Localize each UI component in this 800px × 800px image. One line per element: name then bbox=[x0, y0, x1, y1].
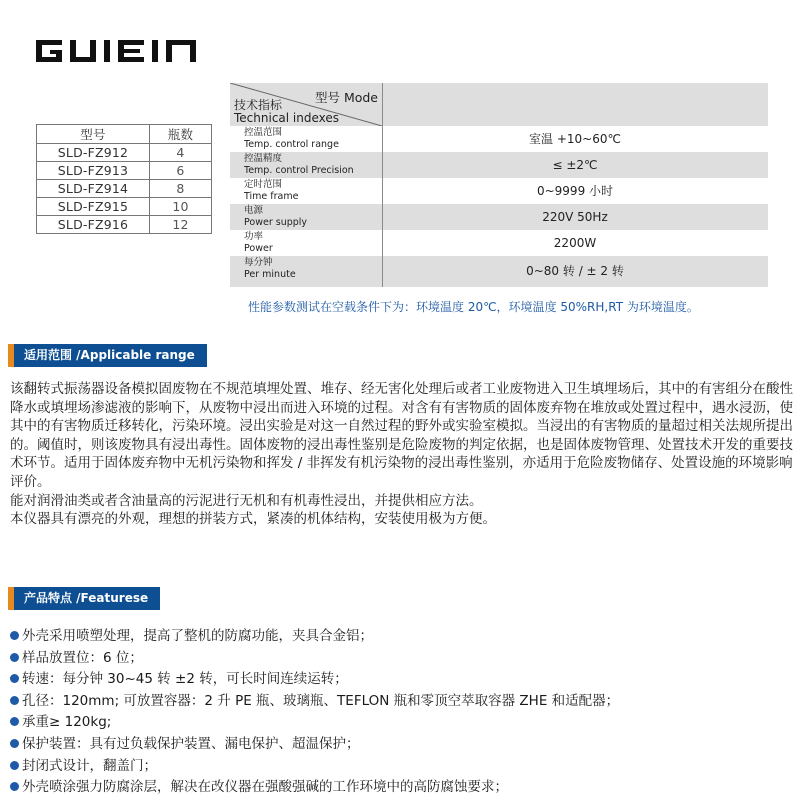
table-row bbox=[37, 216, 212, 234]
bottles-header: 瓶数 bbox=[150, 125, 212, 144]
bullet-icon bbox=[10, 782, 19, 791]
section-title: 适用范围 /Applicable range bbox=[14, 344, 207, 367]
paragraph: 本仪器具有漂亮的外观，理想的拼装方式，紧凑的机体结构，安装使用极为方便。 bbox=[10, 511, 496, 528]
bottles-cell: 4 bbox=[150, 144, 212, 162]
feature-text: 转速：每分钟 30~45 转 ±2 转，可长时间连续运转； bbox=[22, 671, 348, 688]
spec-label-en: Power supply bbox=[244, 217, 308, 228]
bottles-cell: 10 bbox=[150, 198, 212, 216]
bullet-icon bbox=[10, 631, 19, 640]
bottles-cell: 6 bbox=[150, 162, 212, 180]
bullet-icon bbox=[10, 717, 19, 726]
header-index-zh: 技术指标 bbox=[234, 98, 283, 112]
spec-label bbox=[244, 179, 298, 203]
spec-value: 0~80 转 / ± 2 转 bbox=[526, 264, 624, 278]
list-item bbox=[10, 648, 796, 670]
spec-label-zh: 控温精度 bbox=[244, 153, 283, 164]
table-row bbox=[37, 180, 212, 198]
spec-row-temp-range bbox=[230, 126, 768, 152]
feature-text: 样品放置位：6 位； bbox=[22, 649, 143, 666]
model-cell: SLD-FZ915 bbox=[37, 198, 150, 216]
table-row bbox=[37, 144, 212, 162]
spec-label-en: Temp. control Precision bbox=[244, 165, 354, 176]
brand-logo bbox=[36, 40, 236, 62]
spec-value: 2200W bbox=[553, 236, 597, 250]
paragraph: 能对润滑油类或者含油量高的污泥进行无机和有机毒性浸出，并提供相应方法。 bbox=[10, 492, 483, 509]
feature-text: 外壳采用喷塑处理，提高了整机的防腐功能，夹具合金铝； bbox=[22, 628, 373, 644]
spec-label-en: Per minute bbox=[244, 269, 296, 280]
paragraph: 该翻转式振荡器设备模拟固废物在不规范填埋处置、堆存、经无害化处理后或者工业废物进入卫生填埋场后，其中的有害组分在酸性降水或填埋场渗滤液的影响下，从废物中浸出而进入环境的过程。对含有有害物质的固体废弃物在堆放或处置过程中，遇水浸沥，使其中的有害物质迁移转化，污染环境。浸出实验是对这一自然过程的野外或实验室模拟。当浸出的有害物质的量超过相关法规所提出的。阈值时，则该废物具有浸出毒性。固体废物的浸出毒性鉴别是危险废物的判定依据，也是固体废物管理、处置技术开发的重要技术环节。适用于固体废弃物中无机污染物和挥发 / 非挥发有机污染物的浸出毒性鉴别，亦适用于危险废物储存、处置设施的环境影响评价。 bbox=[10, 381, 793, 490]
header-mode: 型号 Mode bbox=[314, 90, 378, 105]
list-item bbox=[10, 734, 796, 756]
table-row bbox=[37, 162, 212, 180]
spec-value: 室温 +10~60℃ bbox=[529, 132, 621, 146]
bullet-icon bbox=[10, 653, 19, 662]
spec-table-header bbox=[230, 83, 768, 126]
spec-label-zh: 功率 bbox=[244, 231, 264, 242]
spec-value: ≤ ±2℃ bbox=[552, 158, 598, 172]
spec-label bbox=[244, 127, 339, 151]
model-table-header-row bbox=[37, 125, 212, 144]
spec-row-per-minute bbox=[230, 256, 768, 287]
model-cell: SLD-FZ914 bbox=[37, 180, 150, 198]
feature-text: 承重≥ 120kg; bbox=[22, 714, 112, 731]
spec-value: 220V 50Hz bbox=[542, 210, 608, 224]
model-cell: SLD-FZ912 bbox=[37, 144, 150, 162]
spec-label-zh: 定时范围 bbox=[244, 179, 283, 190]
spec-label bbox=[244, 153, 354, 177]
bottles-cell: 8 bbox=[150, 180, 212, 198]
spec-label-zh: 电源 bbox=[244, 205, 264, 216]
feature-text: 外壳喷涂强力防腐涂层，解决在改仪器在强酸强碱的工作环境中的高防腐蚀要求； bbox=[22, 779, 508, 796]
spec-label-en: Time frame bbox=[244, 191, 299, 202]
spec-value: 0~9999 小时 bbox=[536, 184, 614, 198]
header-index-en: Technical indexes bbox=[234, 111, 340, 125]
model-cell: SLD-FZ916 bbox=[37, 216, 150, 234]
spec-label-en: Temp. control range bbox=[244, 139, 339, 150]
list-item bbox=[10, 626, 796, 648]
spec-label-zh: 控温范围 bbox=[244, 127, 283, 138]
spec-row-temp-precision bbox=[230, 152, 768, 178]
model-table bbox=[36, 124, 212, 234]
bullet-icon bbox=[10, 739, 19, 748]
spec-row-power-supply bbox=[230, 204, 768, 230]
spec-row-power bbox=[230, 230, 768, 256]
feature-text: 保护装置：具有过负载保护装置、漏电保护、超温保护； bbox=[22, 735, 360, 752]
model-header: 型号 bbox=[37, 125, 150, 144]
bottles-cell: 12 bbox=[150, 216, 212, 234]
spec-row-time-frame bbox=[230, 178, 768, 204]
bullet-icon bbox=[10, 674, 19, 683]
features-list bbox=[10, 626, 796, 799]
spec-label bbox=[244, 231, 273, 255]
section-title: 产品特点 /Featurese bbox=[14, 587, 160, 610]
table-row bbox=[37, 198, 212, 216]
spec-table bbox=[230, 83, 768, 287]
spec-label bbox=[244, 205, 307, 229]
bullet-icon bbox=[10, 696, 19, 705]
spec-divider bbox=[382, 83, 383, 287]
spec-label-zh: 每分钟 bbox=[244, 257, 273, 268]
list-item bbox=[10, 756, 796, 778]
applicable-range-text bbox=[10, 380, 796, 529]
bullet-icon bbox=[10, 761, 19, 770]
spec-label-en: Power bbox=[244, 243, 273, 254]
list-item bbox=[10, 712, 796, 734]
feature-text: 封闭式设计，翻盖门； bbox=[22, 757, 157, 774]
model-cell: SLD-FZ913 bbox=[37, 162, 150, 180]
spec-note: 性能参数测试在空载条件下为：环境温度 20℃，环境温度 50%RH,RT 为环境温度。 bbox=[248, 300, 699, 314]
spec-header-diagonal-cell bbox=[230, 83, 382, 126]
feature-text: 孔径：120mm; 可放置容器：2 升 PE 瓶、玻璃瓶、TEFLON 瓶和零顶空萃取容器 ZHE 和适配器； bbox=[22, 692, 620, 709]
list-item bbox=[10, 777, 796, 799]
list-item bbox=[10, 691, 796, 713]
list-item bbox=[10, 669, 796, 691]
spec-label bbox=[244, 257, 296, 281]
